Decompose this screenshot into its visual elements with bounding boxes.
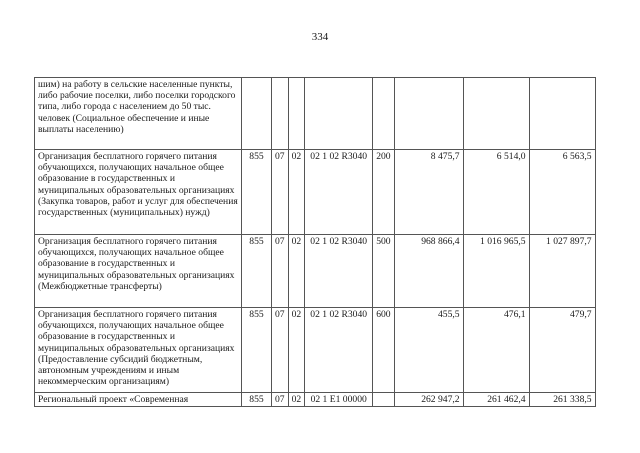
amount-year-3: 261 338,5 (529, 393, 595, 407)
amount-year-1: 455,5 (394, 308, 463, 393)
section-code: 07 (272, 308, 289, 393)
ministry-code (242, 78, 272, 150)
expense-type: 200 (373, 150, 394, 235)
target-article: 02 1 E1 00000 (305, 393, 373, 407)
table-row (35, 235, 596, 308)
amount-year-2 (463, 78, 529, 150)
expense-type (373, 78, 394, 150)
table-row (35, 308, 596, 393)
ministry-code: 855 (242, 308, 272, 393)
budget-table (34, 77, 596, 407)
amount-year-2: 1 016 965,5 (463, 235, 529, 308)
expense-type: 600 (373, 308, 394, 393)
amount-year-3: 479,7 (529, 308, 595, 393)
amount-year-3 (529, 78, 595, 150)
amount-year-1: 262 947,2 (394, 393, 463, 407)
subsection-code (288, 78, 305, 150)
subsection-code: 02 (288, 308, 305, 393)
row-name: Региональный проект «Современная (35, 393, 242, 407)
section-code: 07 (272, 150, 289, 235)
amount-year-2: 6 514,0 (463, 150, 529, 235)
subsection-code: 02 (288, 235, 305, 308)
ministry-code: 855 (242, 235, 272, 308)
row-name: Организация бесплатного горячего питания обучающихся, получающих начальное общее образование в государственных и муниципальных образовательных организациях (Межбюджетные трансферты) (35, 235, 242, 308)
ministry-code: 855 (242, 150, 272, 235)
target-article: 02 1 02 R3040 (305, 235, 373, 308)
amount-year-3: 1 027 897,7 (529, 235, 595, 308)
target-article: 02 1 02 R3040 (305, 150, 373, 235)
expense-type (373, 393, 394, 407)
amount-year-1: 968 866,4 (394, 235, 463, 308)
amount-year-1: 8 475,7 (394, 150, 463, 235)
row-name: Организация бесплатного горячего питания обучающихся, получающих начальное общее образование в государственных и муниципальных образовательных организациях (Предоставление субсидий бюджетным, автономным учреждениям и иным некоммерческим организациям) (35, 308, 242, 393)
table-row (35, 150, 596, 235)
row-name: Организация бесплатного горячего питания обучающихся, получающих начальное общее образование в государственных и муниципальных образовательных организациях (Закупка товаров, работ и услуг для обеспечения государственных (муниципальных) нужд) (35, 150, 242, 235)
row-name: шим) на работу в сельские населенные пункты, либо рабочие поселки, либо поселки городского типа, либо города с населением до 50 тыс. человек (Социальное обеспечение и иные выплаты населению) (35, 78, 242, 150)
expense-type: 500 (373, 235, 394, 308)
amount-year-2: 261 462,4 (463, 393, 529, 407)
table-row (35, 78, 596, 150)
target-article (305, 78, 373, 150)
amount-year-1 (394, 78, 463, 150)
section-code: 07 (272, 393, 289, 407)
ministry-code: 855 (242, 393, 272, 407)
table-row (35, 393, 596, 407)
page-number: 334 (311, 31, 329, 43)
amount-year-3: 6 563,5 (529, 150, 595, 235)
section-code (272, 78, 289, 150)
subsection-code: 02 (288, 393, 305, 407)
section-code: 07 (272, 235, 289, 308)
subsection-code: 02 (288, 150, 305, 235)
target-article: 02 1 02 R3040 (305, 308, 373, 393)
amount-year-2: 476,1 (463, 308, 529, 393)
